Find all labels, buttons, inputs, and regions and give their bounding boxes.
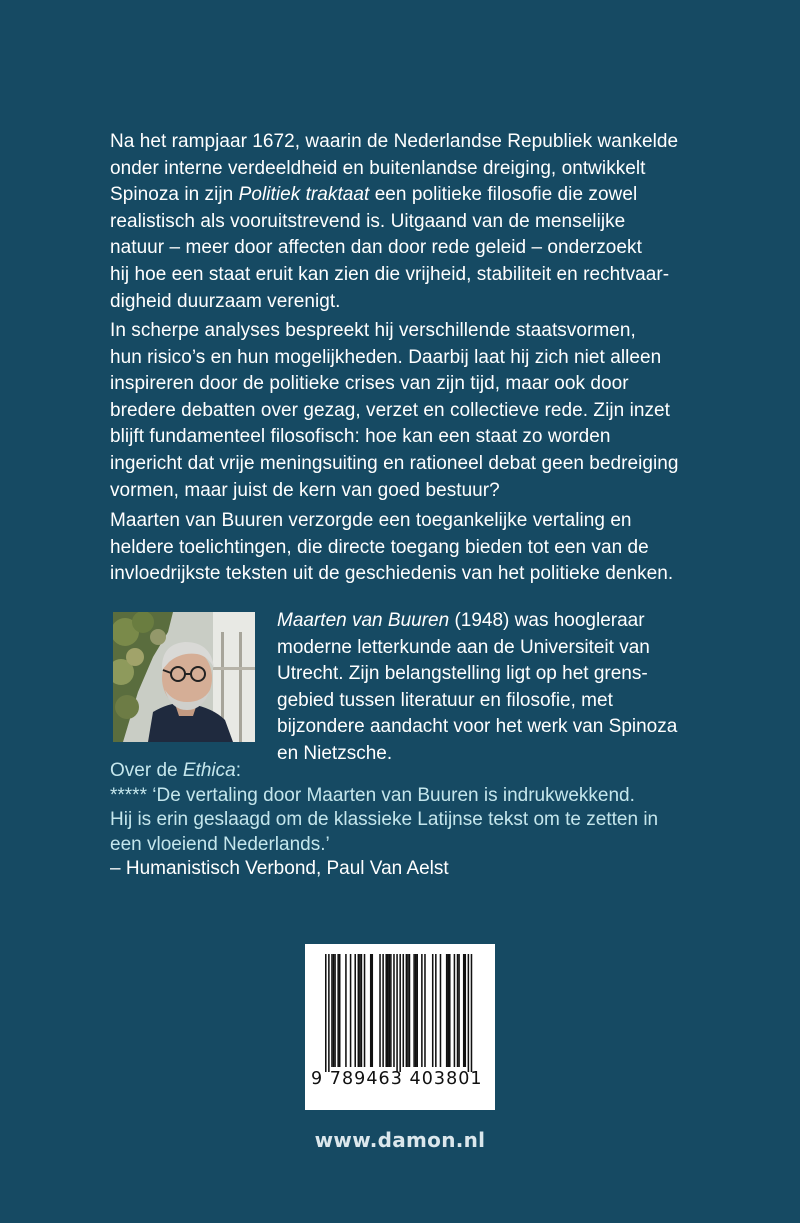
text-line: inspireren door de politieke crises van zijn tijd, maar ook door: [110, 373, 629, 395]
text-line: realistisch als vooruitstrevend is. Uitgaand van de menselijke: [110, 210, 626, 232]
text-line: In scherpe analyses bespreekt hij verschillende staatsvormen,: [110, 320, 636, 341]
text-run: Spinoza in zijn: [110, 184, 239, 206]
book-title: Ethica: [182, 760, 236, 781]
barcode-bar: [440, 954, 442, 1067]
text-run: :: [235, 760, 241, 781]
barcode-bar: [354, 954, 356, 1067]
barcode-bar: [463, 954, 465, 1067]
barcode-bar: [468, 954, 470, 1072]
text-line: bredere debatten over gezag, verzet en collectieve rede. Zijn inzet: [110, 399, 670, 421]
isbn-number: 9 789463 403801: [311, 1069, 483, 1089]
review-heading: [110, 759, 658, 784]
text-run: (1948) was hoogleraar: [449, 610, 645, 631]
barcode-bar: [421, 954, 423, 1067]
text-line: [277, 608, 677, 635]
text-run: Over de: [110, 760, 183, 781]
book-title: Politiek traktaat: [238, 184, 370, 206]
barcode-bar: [325, 954, 327, 1072]
barcode-bar: [350, 954, 352, 1067]
author-bio: [277, 608, 677, 768]
text-line: Hij is erin geslaagd om de klassieke Latijnse tekst om te zetten in: [110, 809, 659, 831]
barcode-bar: [465, 954, 467, 1067]
text-line: bijzondere aandacht voor het werk van Spinoza: [277, 716, 678, 738]
text-line: moderne letterkunde aan de Universiteit van: [277, 636, 650, 658]
author-name: Maarten van Buuren: [277, 610, 450, 631]
text-line: invloedrijkste teksten uit de geschiedenis van het politieke denken.: [110, 563, 674, 585]
barcode-bar: [424, 954, 426, 1067]
review-quote: [110, 759, 658, 882]
barcode-bar: [345, 954, 347, 1067]
barcode-bar: [328, 954, 330, 1072]
barcode-bar: [447, 954, 449, 1067]
text-line: en Nietzsche.: [277, 742, 393, 764]
barcode-bar: [390, 954, 392, 1067]
author-portrait-illustration: [113, 612, 255, 742]
isbn-barcode: [305, 944, 495, 1110]
text-line: Na het rampjaar 1672, waarin de Nederlandse Republiek wankelde: [110, 131, 679, 152]
barcode-bar: [387, 954, 389, 1067]
barcode-bar: [385, 954, 387, 1067]
barcode-bar: [446, 954, 448, 1067]
text-line: ingericht dat vrije meningsuiting en rationeel debat geen bedreiging: [110, 452, 679, 474]
barcode-bar: [393, 954, 395, 1067]
text-line: een vloeiend Nederlands.’: [110, 833, 330, 855]
description-paragraph-1: [110, 129, 710, 315]
barcode-bar: [409, 954, 411, 1067]
text-line: gebied tussen literatuur en filosofie, met: [277, 689, 613, 711]
barcode-bar: [471, 954, 473, 1072]
text-line: onder interne verdeeldheid en buitenlandse dreiging, ontwikkelt: [110, 157, 646, 179]
barcode-bar: [449, 954, 451, 1067]
text-line: vormen, maar juist de kern van goed bestuur?: [110, 479, 500, 501]
text-line: ***** ‘De vertaling door Maarten van Buuren is indrukwekkend.: [110, 784, 635, 806]
text-line: blijft fundamenteel filosofisch: hoe kan een staat zo worden: [110, 426, 611, 448]
barcode-bar: [364, 954, 366, 1067]
barcode-bar: [413, 954, 415, 1067]
description-paragraph-3: [110, 508, 710, 588]
barcode-bar: [454, 954, 456, 1067]
barcode-bar: [435, 954, 437, 1067]
barcode-bar: [379, 954, 381, 1067]
barcode-bar: [331, 954, 333, 1067]
text-line: hun risico’s en hun mogelijkheden. Daarbij laat hij zich niet alleen: [110, 346, 662, 368]
text-line: digheid duurzaam verenigt.: [110, 290, 341, 312]
barcode-bar: [382, 954, 384, 1067]
barcode-bar: [358, 954, 360, 1067]
publisher-website: www.damon.nl: [314, 1128, 486, 1152]
barcode-bar: [361, 954, 363, 1067]
barcode-bar: [339, 954, 341, 1067]
review-attribution: – Humanistisch Verbond, Paul Van Aelst: [110, 858, 449, 880]
author-section: [110, 610, 730, 764]
barcode-bar: [458, 954, 460, 1067]
barcode-bar: [370, 954, 372, 1067]
barcode-bar: [372, 954, 374, 1067]
barcode-bar: [406, 954, 408, 1067]
barcode-bar: [396, 954, 398, 1072]
barcode-bar: [333, 954, 335, 1067]
text-run: een politieke filosofie die zowel: [369, 184, 638, 206]
text-line: heldere toelichtingen, die directe toegang bieden tot een van de: [110, 536, 649, 558]
barcode-bar: [389, 954, 391, 1067]
barcode-bar: [403, 954, 405, 1067]
description-paragraph-2: [110, 318, 710, 504]
text-line: natuur – meer door affecten dan door rede geleid – onderzoekt: [110, 237, 642, 259]
barcode-bar: [407, 954, 409, 1067]
barcode-bar: [415, 954, 417, 1067]
barcode-bar: [359, 954, 361, 1067]
barcode-bar: [399, 954, 401, 1072]
barcode-bar: [432, 954, 434, 1067]
barcode-bar: [334, 954, 336, 1067]
text-line: Maarten van Buuren verzorgde een toegankelijke vertaling en: [110, 510, 632, 531]
barcode-bar: [457, 954, 459, 1067]
text-line: hij hoe een staat eruit kan zien die vrijheid, stabiliteit en rechtvaar-: [110, 263, 670, 285]
barcode-bar: [337, 954, 339, 1067]
author-photo: [113, 612, 255, 742]
text-line: Utrecht. Zijn belangstelling ligt op het grens-: [277, 663, 648, 685]
text-line: [110, 182, 710, 209]
barcode-bar: [416, 954, 418, 1067]
